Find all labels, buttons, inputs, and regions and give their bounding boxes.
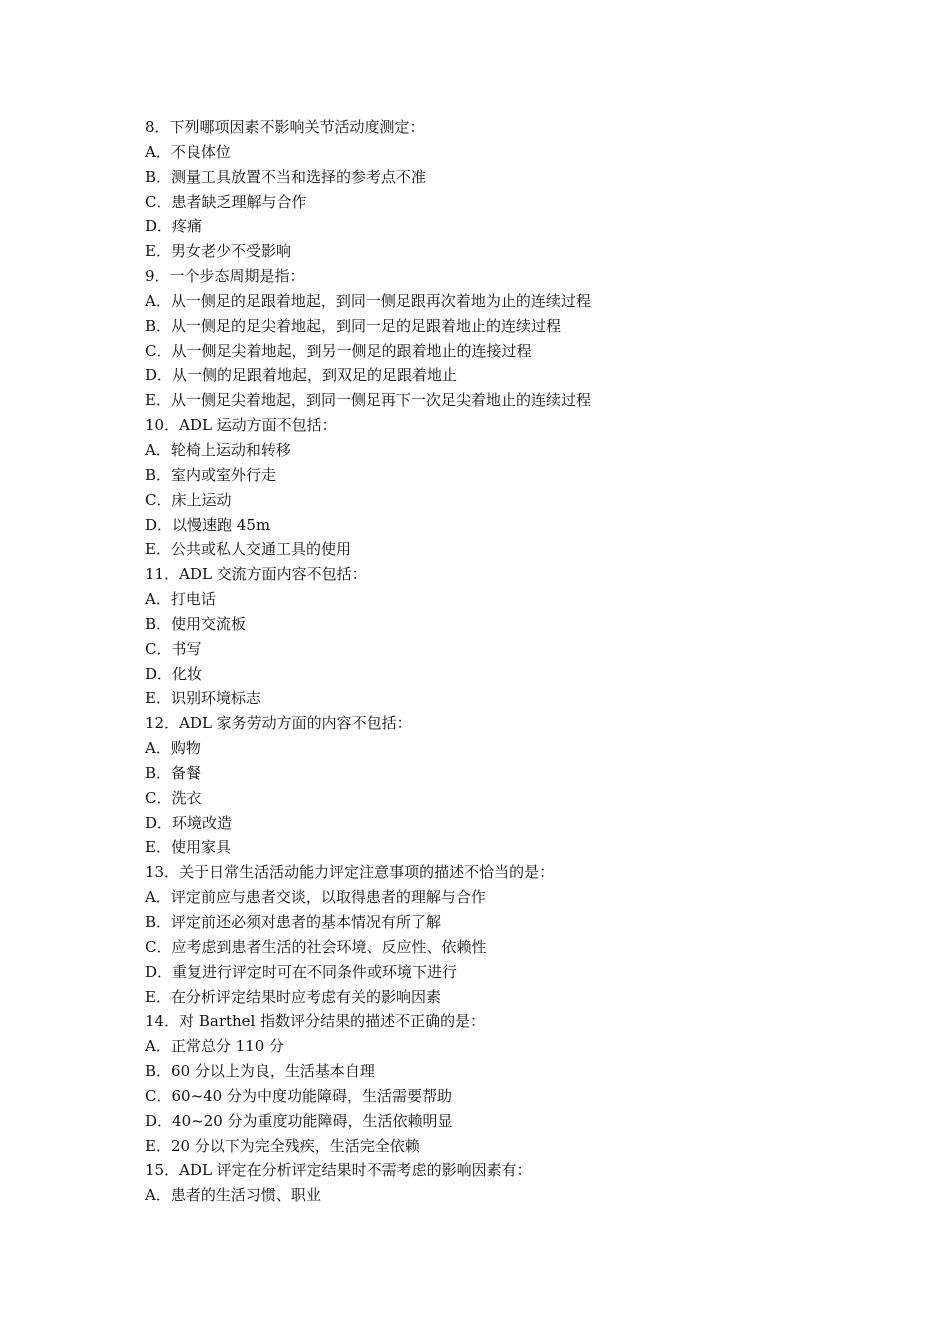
option-b: B．从一侧足的足尖着地起，到同一足的足跟着地止的连续过程 bbox=[145, 316, 562, 335]
question-list bbox=[145, 115, 865, 1208]
option-d: D．重复进行评定时可在不同条件或环境下进行 bbox=[145, 962, 458, 981]
option-a: A．购物 bbox=[145, 739, 201, 758]
question-stem: 13．关于日常生活活动能力评定注意事项的描述不恰当的是： bbox=[145, 863, 555, 882]
option-e: E．识别环境标志 bbox=[145, 689, 261, 708]
option-b: B．室内或室外行走 bbox=[145, 465, 277, 484]
question-stem: 14．对 Barthel 指数评分结果的描述不正确的是： bbox=[145, 1012, 486, 1031]
option-e: E．在分析评定结果时应考虑有关的影响因素 bbox=[145, 987, 441, 1006]
question-stem: 11．ADL 交流方面内容不包括： bbox=[145, 565, 367, 584]
option-a: A．患者的生活习惯、职业 bbox=[145, 1186, 321, 1205]
option-a: A．打电话 bbox=[145, 590, 216, 609]
option-a: A．从一侧足的足跟着地起，到同一侧足跟再次着地为止的连续过程 bbox=[145, 291, 591, 310]
option-c: C．从一侧足尖着地起，到另一侧足的跟着地止的连接过程 bbox=[145, 341, 532, 360]
option-b: B．60 分以上为良，生活基本自理 bbox=[145, 1062, 375, 1081]
option-c: C．床上运动 bbox=[145, 490, 232, 509]
question-stem: 15．ADL 评定在分析评定结果时不需考虑的影响因素有： bbox=[145, 1161, 532, 1180]
question-stem: 12．ADL 家务劳动方面的内容不包括： bbox=[145, 714, 412, 733]
option-a: A．轮椅上运动和转移 bbox=[145, 440, 291, 459]
option-e: E．公共或私人交通工具的使用 bbox=[145, 540, 351, 559]
option-c: C．患者缺乏理解与合作 bbox=[145, 192, 307, 211]
option-d: D．疼痛 bbox=[145, 217, 203, 236]
option-e: E．20 分以下为完全残疾，生活完全依赖 bbox=[145, 1136, 420, 1155]
option-d: D．从一侧的足跟着地起，到双足的足跟着地止 bbox=[145, 366, 458, 385]
option-b: B．使用交流板 bbox=[145, 614, 247, 633]
option-c: C．60~40 分为中度功能障碍，生活需要帮助 bbox=[145, 1086, 452, 1105]
option-d: D．以慢速跑 45m bbox=[145, 515, 271, 534]
option-b: B．备餐 bbox=[145, 763, 202, 782]
option-d: D．环境改造 bbox=[145, 813, 233, 832]
question-stem: 8．下列哪项因素不影响关节活动度测定： bbox=[145, 118, 425, 136]
option-c: C．洗衣 bbox=[145, 788, 202, 807]
option-c: C．书写 bbox=[145, 639, 202, 658]
question-stem: 9．一个步态周期是指： bbox=[145, 267, 305, 286]
option-e: E．使用家具 bbox=[145, 838, 231, 857]
option-a: A．评定前应与患者交谈，以取得患者的理解与合作 bbox=[145, 888, 486, 907]
option-b: B．评定前还必须对患者的基本情况有所了解 bbox=[145, 913, 442, 931]
question-stem: 10．ADL 运动方面不包括： bbox=[145, 416, 337, 435]
option-e: E．从一侧足尖着地起，到同一侧足再下一次足尖着地止的连续过程 bbox=[145, 391, 591, 410]
option-b: B．测量工具放置不当和选择的参考点不准 bbox=[145, 167, 427, 186]
option-d: D．40~20 分为重度功能障碍，生活依赖明显 bbox=[145, 1111, 453, 1130]
option-d: D．化妆 bbox=[145, 664, 203, 683]
option-a: A．正常总分 110 分 bbox=[145, 1037, 284, 1056]
option-e: E．男女老少不受影响 bbox=[145, 242, 291, 261]
option-a: A．不良体位 bbox=[145, 142, 231, 161]
option-c: C．应考虑到患者生活的社会环境、反应性、依赖性 bbox=[145, 937, 487, 956]
